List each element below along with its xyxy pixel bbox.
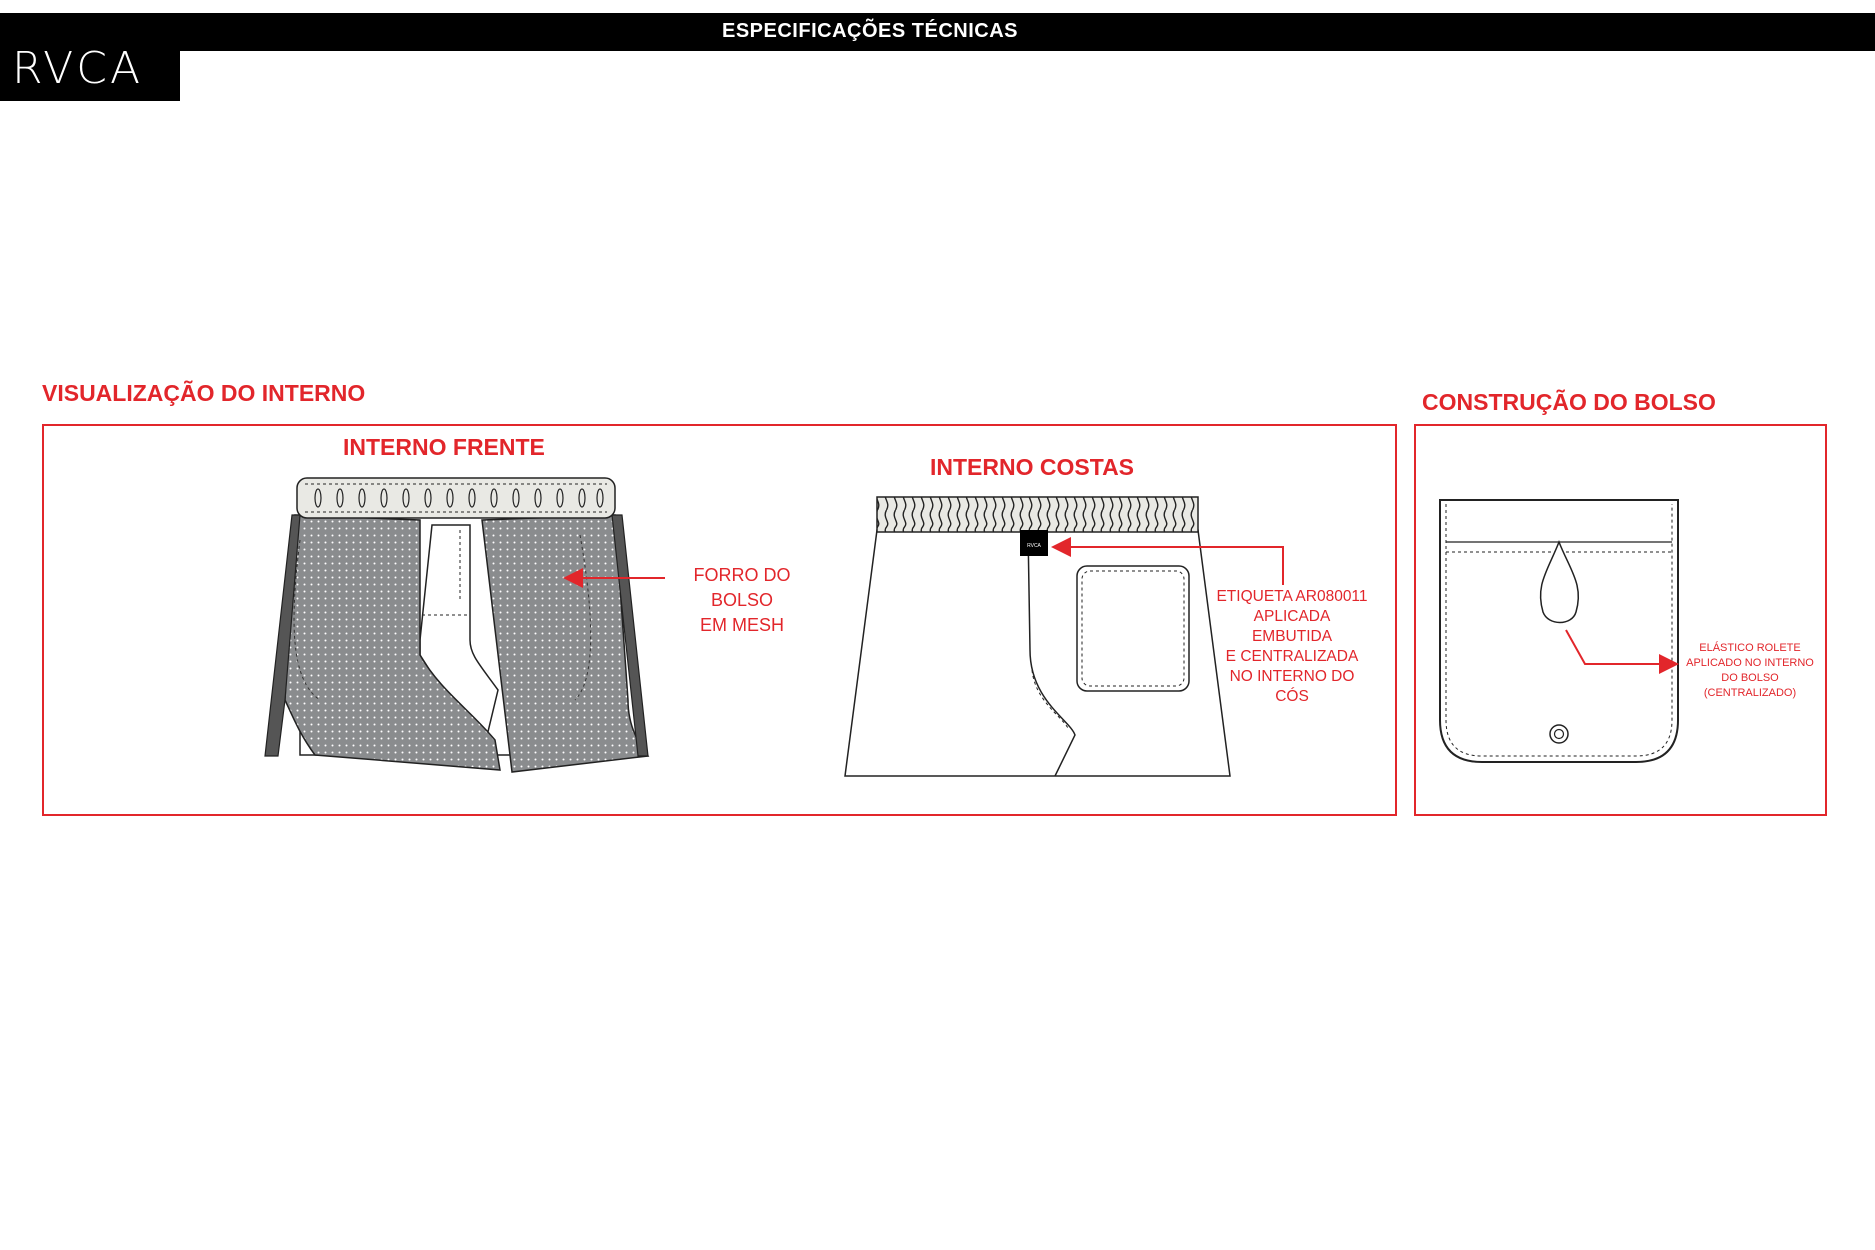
pocket-drawing [1440, 500, 1678, 762]
section-title-interno: VISUALIZAÇÃO DO INTERNO [42, 380, 366, 406]
section-title-bolso: CONSTRUÇÃO DO BOLSO [1422, 389, 1716, 415]
back-shorts-drawing [845, 497, 1230, 776]
back-note-line4: NO INTERNO DO CÓS [1229, 668, 1355, 705]
back-note-line2: APLICADA EMBUTIDA [1251, 608, 1333, 645]
interno-frente-title: INTERNO FRENTE [343, 434, 545, 460]
back-note-line3: E CENTRALIZADA [1225, 648, 1359, 665]
front-shorts-drawing [265, 478, 648, 772]
bolso-note-line1: ELÁSTICO ROLETE [1699, 642, 1801, 654]
back-note [1212, 587, 1372, 707]
front-note-line1: FORRO DO BOLSO [693, 565, 791, 610]
logo-text: RVCA [12, 43, 144, 94]
front-note-line2: EM MESH [699, 615, 784, 635]
bolso-note [1675, 641, 1825, 701]
back-note-line1: ETIQUETA AR080011 [1216, 588, 1368, 605]
front-note [662, 563, 822, 638]
interno-costas-title: INTERNO COSTAS [930, 454, 1135, 480]
bolso-note-line3: DO BOLSO (CENTRALIZADO) [1703, 672, 1797, 699]
label-tag-text: RVCA [1027, 543, 1041, 549]
page-title: ESPECIFICAÇÕES TÉCNICAS [722, 20, 1018, 42]
bolso-note-line2: APLICADO NO INTERNO [1686, 657, 1814, 669]
